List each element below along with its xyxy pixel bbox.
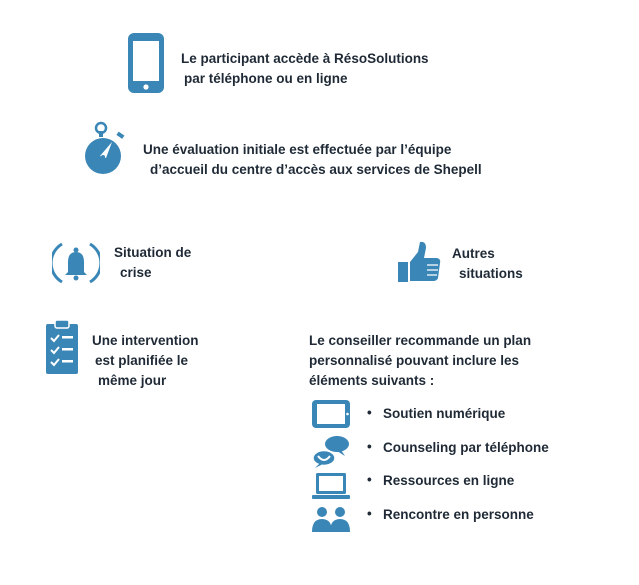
plan-line3: éléments suivants : bbox=[309, 373, 435, 388]
crisis-line1: Situation de bbox=[114, 245, 192, 260]
access-line1: Le participant accède à RésoSolutions bbox=[181, 51, 429, 66]
crisis-text bbox=[114, 243, 191, 283]
plan-item-bullet: • bbox=[367, 405, 372, 420]
chat-bubbles-icon bbox=[311, 434, 351, 468]
evaluation-line2: d’accueil du centre d’accès aux services de Shepell bbox=[150, 162, 482, 177]
plan-item-bullet: • bbox=[367, 472, 372, 487]
intervention-text bbox=[92, 331, 199, 391]
evaluation-line1: Une évaluation initiale est effectuée par l’équipe bbox=[143, 142, 452, 157]
plan-item-label: Rencontre en personne bbox=[383, 507, 534, 522]
plan-item-label: Soutien numérique bbox=[383, 406, 506, 421]
plan-text bbox=[309, 331, 531, 391]
laptop-icon bbox=[311, 472, 351, 500]
plan-item-label: Counseling par téléphone bbox=[383, 440, 549, 455]
clipboard-checklist-icon bbox=[45, 318, 79, 376]
plan-item-bullet: • bbox=[367, 439, 372, 454]
access-text bbox=[181, 49, 429, 89]
plan-item-label: Ressources en ligne bbox=[383, 473, 515, 488]
other-line1: Autres bbox=[452, 246, 495, 261]
people-icon bbox=[311, 506, 351, 532]
plan-item-bullet: • bbox=[367, 506, 372, 521]
intervention-line1: Une intervention bbox=[92, 333, 199, 348]
alarm-bell-icon bbox=[52, 238, 100, 290]
plan-line1: Le conseiller recommande un plan bbox=[309, 333, 532, 348]
smartphone-icon bbox=[127, 32, 165, 94]
other-text bbox=[452, 244, 523, 284]
plan-line2: personnalisé pouvant inclure les bbox=[309, 353, 520, 368]
intervention-line3: même jour bbox=[98, 373, 167, 388]
crisis-line2: crise bbox=[120, 265, 152, 280]
thumbs-up-icon bbox=[396, 238, 442, 284]
evaluation-text bbox=[143, 140, 482, 180]
intervention-line2: est planifiée le bbox=[95, 353, 189, 368]
stopwatch-icon bbox=[84, 120, 132, 178]
other-line2: situations bbox=[459, 266, 523, 281]
tablet-icon bbox=[311, 399, 351, 429]
access-line2: par téléphone ou en ligne bbox=[184, 71, 348, 86]
